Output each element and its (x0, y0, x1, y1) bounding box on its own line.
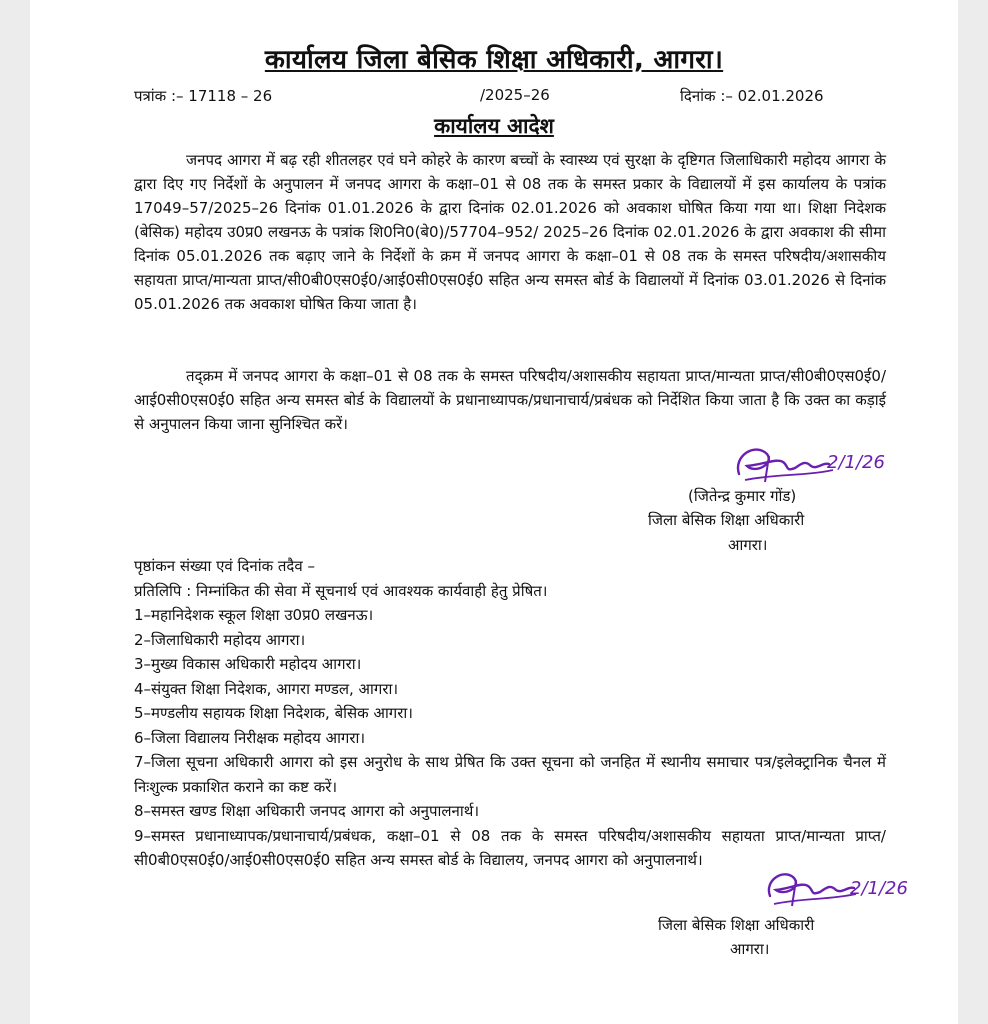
list-item: 5–मण्डलीय सहायक शिक्षा निदेशक, बेसिक आगरा। (134, 704, 413, 722)
reference-year: /2025–26 (480, 86, 550, 104)
endorsement-line: पृष्ठांकन संख्या एवं दिनांक तदैव – (134, 557, 315, 575)
order-paragraph-2 (134, 364, 886, 436)
office-title: कार्यालय जिला बेसिक शिक्षा अधिकारी, आगरा। (264, 45, 724, 75)
signatory-1-place: आगरा। (728, 536, 768, 554)
document-page (30, 0, 958, 1024)
signatory-2-place: आगरा। (730, 940, 770, 958)
signatory-1-name: (जितेन्द्र कुमार गोंड) (688, 487, 797, 505)
list-item: 2–जिलाधिकारी महोदय आगरा। (134, 630, 306, 649)
order-paragraph-1-text: जनपद आगरा में बढ़ रही शीतलहर एवं घने कोहरे के कारण बच्चों के स्वास्थ्य एवं सुरक्षा के दृष्टिगत जिलाधिकारी महोदय आगरा के द्वारा दिए गए निर्देशों के अनुपालन में जनपद आगरा के कक्षा–01 से 08 तक के समस्त प्रकार के विद्यालयों में इस कार्यालय के पत्रांक 17049–57/2025–26 दिनांक 01.01.2026 के द्वारा दिनांक 02.01.2026 को अवकाश घोषित किया गया था। शिक्षा निदेशक (बेसिक) महोदय उ0प्र0 लखनऊ के पत्रांक शि0नि0(बे0)/57704–952/ 2025–26 दिनांक 02.01.2026 के द्वारा अवकाश की सीमा दिनांक 05.01.2026 तक बढ़ाए जाने के निर्देशों के क्रम में जनपद आगरा के कक्षा–01 से 08 तक के समस्त परिषदीय/अशासकीय सहायता प्राप्त/मान्यता प्राप्त/सी0बी0एस0ई0/आई0सी0एस0ई0 सहित अन्य समस्त बोर्ड के विद्यालयों में दिनांक 03.01.2026 से दिनांक 05.01.2026 तक अवकाश घोषित किया जाता है। (134, 151, 886, 313)
order-paragraph-1 (134, 148, 886, 316)
officer-signature-2 (758, 862, 918, 916)
signature-2-date: 2/1/26 (850, 878, 908, 899)
reference-number: पत्रांक :– 17118 – 26 (134, 87, 273, 105)
document-date: दिनांक :– 02.01.2026 (680, 87, 824, 105)
list-item: 3–मुख्य विकास अधिकारी महोदय आगरा। (134, 655, 362, 673)
signatory-2-designation: जिला बेसिक शिक्षा अधिकारी (658, 916, 815, 934)
list-item: 9–समस्त प्रधानाध्यापक/प्रधानाचार्य/प्रबंधक, कक्षा–01 से 08 तक के समस्त परिषदीय/अशासकीय सहायता प्राप्त/मान्यता प्राप्त/सी0बी0एस0ई0/आई0सी0एस0ई0 सहित अन्य समस्त बोर्ड के विद्यालय, जनपद आगरा को अनुपालनार्थ। (134, 826, 886, 869)
order-paragraph-2-text: तद्क्रम में जनपद आगरा के कक्षा–01 से 08 तक के समस्त परिषदीय/अशासकीय सहायता प्राप्त/मान्यता प्राप्त/सी0बी0एस0ई0/आई0सी0एस0ई0 सहित अन्य समस्त बोर्ड के विद्यालयों के प्रधानाध्यापक/प्रधानाचार्य/प्रबंधक को निर्देशित किया जाता है कि उक्त का कड़ाई से अनुपालन किया जाना सुनिश्चित करें। (134, 367, 886, 433)
list-item: 8–समस्त खण्ड शिक्षा अधिकारी जनपद आगरा को अनुपालनार्थ। (134, 802, 480, 820)
order-heading: कार्यालय आदेश (434, 114, 554, 138)
copy-list (134, 554, 886, 873)
list-item: 7–जिला सूचना अधिकारी आगरा को इस अनुरोध के साथ प्रेषित कि उक्त सूचना को जनहित में स्थानीय समाचार पत्र/इलेक्ट्रानिक चैनल में निःशुल्क प्रकाशित कराने का कष्ट करें। (134, 753, 886, 796)
list-item: 4–संयुक्त शिक्षा निदेशक, आगरा मण्डल, आगरा। (134, 679, 399, 698)
copy-intro: प्रतिलिपि : निम्नांकित की सेवा में सूचनार्थ एवं आवश्यक कार्यवाही हेतु प्रेषित। (134, 581, 548, 600)
list-item: 1–महानिदेशक स्कूल शिक्षा उ0प्र0 लखनऊ। (134, 606, 374, 624)
signature-1-date: 2/1/26 (827, 452, 885, 473)
list-item: 6–जिला विद्यालय निरीक्षक महोदय आगरा। (134, 728, 366, 747)
signatory-1-designation: जिला बेसिक शिक्षा अधिकारी (648, 511, 805, 529)
